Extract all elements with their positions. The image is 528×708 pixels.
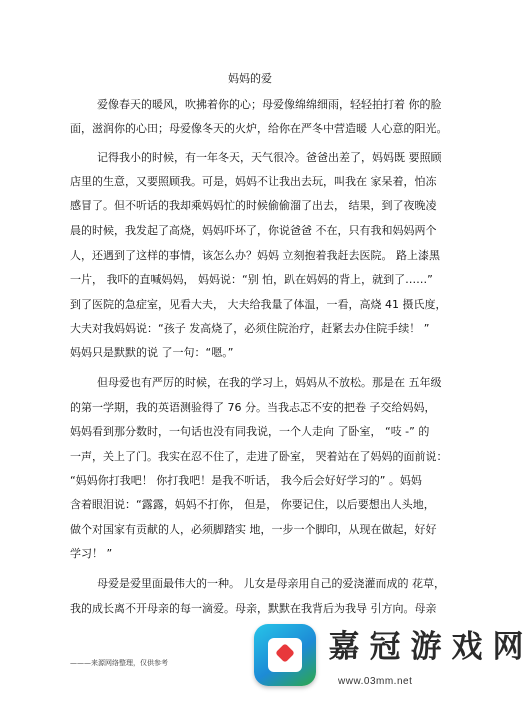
text-line: 但母爱也有严厉的时候，在我的学习上，妈妈从不放松。那是在 五年级 <box>97 376 442 389</box>
watermark-char: 网 <box>492 629 524 665</box>
text-line: 晨的时候，我发起了高烧，妈妈吓坏了，你说爸爸 不在，只有我和妈妈两个 <box>70 224 437 237</box>
text-line: 店里的生意，又要照顾我。可是，妈妈不让我出去玩，叫我在 家呆着，怕冻 <box>70 175 437 188</box>
text-line: 大夫对我妈妈说：“孩子 发高烧了，必须住院治疗，赶紧去办住院手续！ ” <box>70 322 430 335</box>
text-line: 学习！ ” <box>70 547 113 560</box>
text-line: 记得我小的时候，有一年冬天，天气很冷。爸爸出差了，妈妈既 要照顾 <box>97 151 442 164</box>
text-line: 一片， 我吓的直喊妈妈， 妈妈说：“别 怕，趴在妈妈的背上，就到了……” <box>70 273 433 286</box>
text-line: 爱像春天的暖风，吹拂着你的心；母爱像绵绵细雨，轻轻拍打着 你的脸 <box>97 98 442 111</box>
watermark-url: www.03mm.net <box>338 676 413 687</box>
site-watermark <box>248 616 524 706</box>
document-title: 妈妈的爱 <box>228 72 272 85</box>
text-line: 人，还遇到了这样的事情，该怎么办？妈妈 立刻抱着我赶去医院。 路上漆黑 <box>70 249 440 262</box>
watermark-logo-icon <box>254 624 316 686</box>
watermark-char: 冠 <box>369 629 401 665</box>
text-line: 的第一学期，我的英语测验得了 76 分。当我忐忑不安的把卷 子交给妈妈， <box>70 401 436 414</box>
source-footnote: ———来源网络整理，仅供参考 <box>70 659 168 667</box>
text-line: 一声，关上了门。我实在忍不住了，走进了卧室， 哭着站在了妈妈的面前说： <box>70 450 448 463</box>
text-line: 妈妈只是默默的说 了一句：“嗯。” <box>70 346 234 359</box>
watermark-char: 游 <box>410 629 442 665</box>
text-line: 做个对国家有贡献的人，必须脚踏实 地，一步一个脚印，从现在做起，好好 <box>70 523 437 536</box>
text-line: “妈妈你打我吧！ 你打我吧！是我不听话， 我今后会好好学习的” 。妈妈 <box>70 474 422 487</box>
watermark-text <box>324 626 528 668</box>
text-line: 面，滋润你的心田；母爱像冬天的火炉，给你在严冬中营造暖 人心意的阳光。 <box>70 122 448 135</box>
text-line: 到了医院的急症室，见看大夫， 大夫给我量了体温，一看，高烧 41 摄氏度， <box>70 298 447 311</box>
watermark-char: 嘉 <box>328 629 360 665</box>
text-line: 感冒了。但不听话的我却乘妈妈忙的时候偷偷溜了出去， 结果，到了夜晚凌 <box>70 199 437 212</box>
text-line: 含着眼泪说：“露露，妈妈不打你， 但是， 你要记住，以后要想出人头地， <box>70 498 435 511</box>
text-line: 母爱是爱里面最伟大的一种。 儿女是母亲用自己的爱浇灌而成的 花草， <box>97 577 445 590</box>
text-line: 妈妈看到那分数时，一句话也没有同我说，一个人走向 了卧室， “吱 -” 的 <box>70 425 430 438</box>
watermark-char: 戏 <box>451 629 483 665</box>
text-line: 我的成长离不开母亲的每一滴爱。母亲，默默在我背后为我导 引方向。母亲 <box>70 602 437 615</box>
